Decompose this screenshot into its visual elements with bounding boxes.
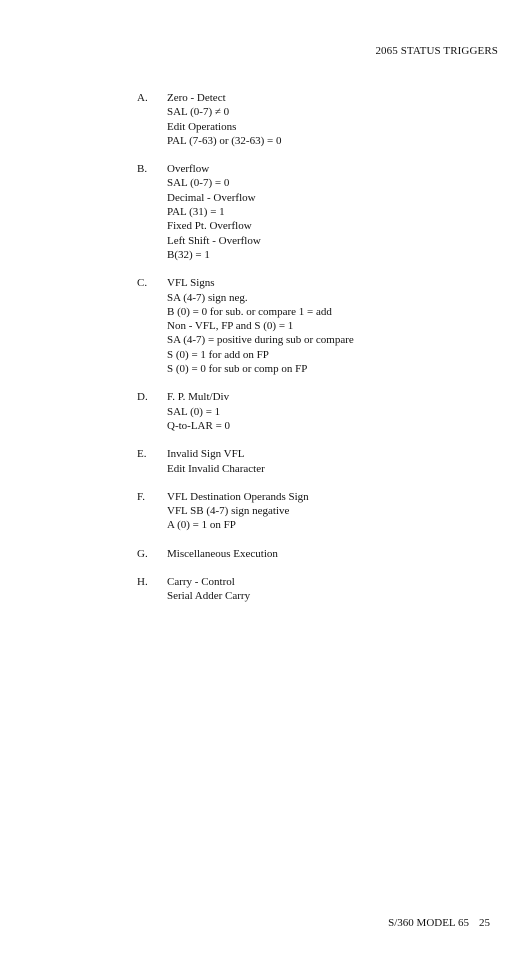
- section-line: Left Shift - Overflow: [167, 234, 261, 247]
- section-line: S (0) = 0 for sub or comp on FP: [167, 363, 308, 376]
- section-line: S (0) = 1 for add on FP: [167, 348, 269, 361]
- section-title: VFL Signs: [167, 277, 215, 290]
- section-line: SAL (0-7) = 0: [167, 177, 230, 190]
- section-title: Miscellaneous Execution: [167, 547, 278, 560]
- section-title: Overflow: [167, 163, 210, 176]
- trigger-sections: [137, 91, 507, 618]
- section-title: Invalid Sign VFL: [167, 448, 245, 461]
- section-line: VFL SB (4-7) sign negative: [167, 505, 290, 518]
- section-line: Edit Operations: [167, 120, 237, 133]
- section-a: [137, 91, 507, 148]
- section-line: PAL (31) = 1: [167, 206, 225, 219]
- section-lines: [167, 390, 507, 433]
- section-h: [137, 575, 507, 604]
- section-lines: [167, 575, 507, 604]
- section-letter: G.: [137, 547, 148, 560]
- section-title: VFL Destination Operands Sign: [167, 490, 309, 503]
- section-letter: A.: [137, 92, 148, 104]
- section-b: [137, 162, 507, 262]
- section-line: SA (4-7) = positive during sub or compare: [167, 334, 354, 347]
- page-footer: [388, 917, 490, 929]
- section-title: Zero - Detect: [167, 92, 226, 104]
- section-line: Non - VFL, FP and S (0) = 1: [167, 320, 294, 333]
- section-letter: B.: [137, 163, 148, 176]
- section-title: F. P. Mult/Div: [167, 391, 230, 404]
- section-f: [137, 490, 507, 533]
- section-line: SA (4-7) sign neg.: [167, 291, 248, 304]
- section-line: PAL (7-63) or (32-63) = 0: [167, 134, 282, 147]
- section-line: A (0) = 1 on FP: [167, 519, 236, 532]
- footer-model: S/360 MODEL 65: [388, 917, 469, 929]
- section-e: [137, 447, 507, 476]
- section-c: [137, 276, 507, 376]
- section-line: B(32) = 1: [167, 248, 210, 261]
- section-lines: [167, 547, 507, 561]
- section-line: SAL (0) = 1: [167, 405, 221, 418]
- section-line: Edit Invalid Character: [167, 462, 265, 475]
- section-letter: H.: [137, 576, 148, 589]
- section-line: Decimal - Overflow: [167, 191, 256, 204]
- section-letter: D.: [137, 391, 148, 404]
- section-lines: [167, 490, 507, 533]
- section-letter: E.: [137, 448, 147, 461]
- section-letter: C.: [137, 277, 148, 290]
- section-line: B (0) = 0 for sub. or compare 1 = add: [167, 305, 332, 318]
- page-header: 2065 STATUS TRIGGERS: [375, 45, 498, 57]
- section-lines: [167, 447, 507, 476]
- section-lines: [167, 91, 507, 148]
- section-letter: F.: [137, 490, 145, 503]
- section-lines: [167, 276, 507, 376]
- section-d: [137, 390, 507, 433]
- section-line: SAL (0-7) ≠ 0: [167, 106, 230, 119]
- section-lines: [167, 162, 507, 262]
- section-line: Fixed Pt. Overflow: [167, 220, 252, 233]
- section-line: Q-to-LAR = 0: [167, 419, 231, 432]
- section-g: [137, 547, 507, 561]
- section-line: Serial Adder Carry: [167, 590, 251, 603]
- section-title: Carry - Control: [167, 576, 235, 589]
- page-number: 25: [479, 917, 490, 929]
